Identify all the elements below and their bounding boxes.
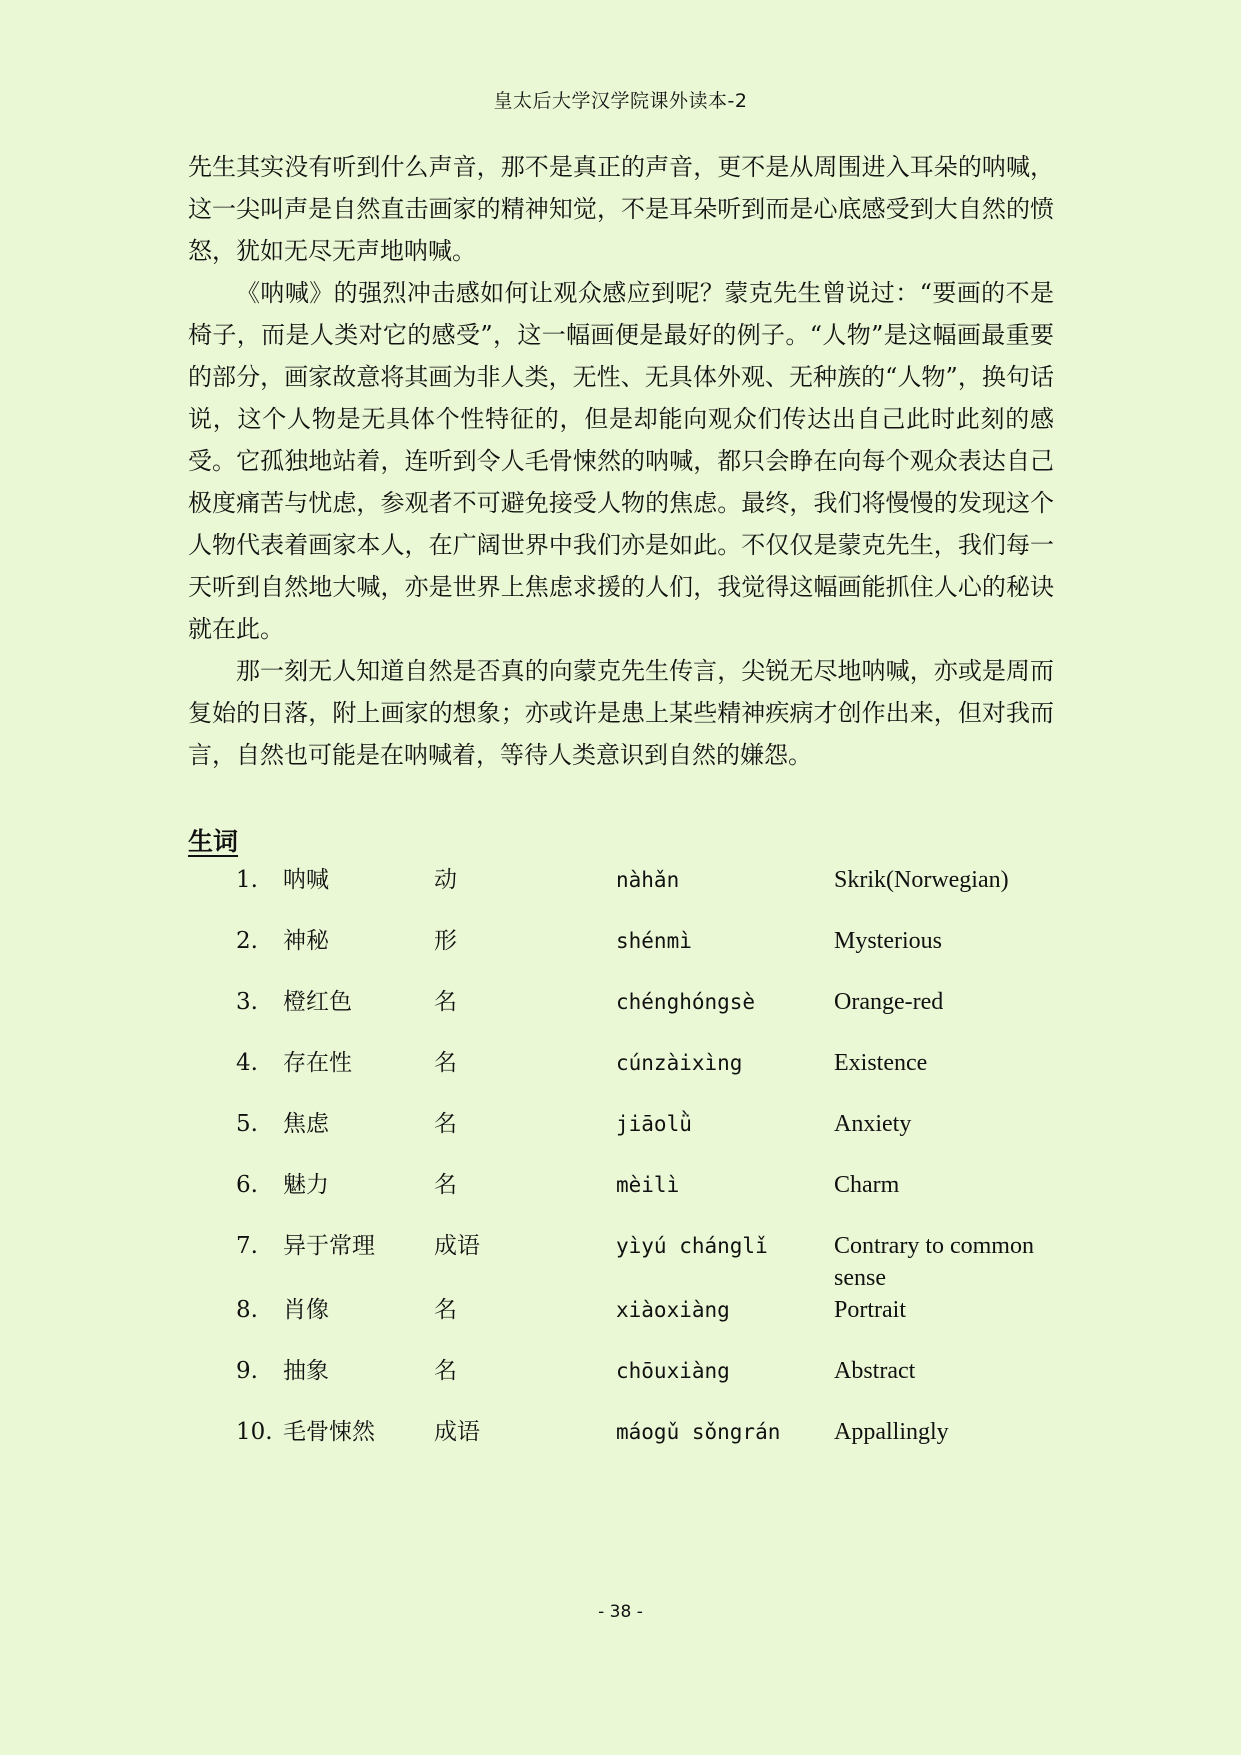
vocab-english: Appallingly <box>834 1419 949 1445</box>
vocab-part-of-speech: 动 <box>434 867 457 893</box>
vocab-part-of-speech: 成语 <box>434 1419 480 1445</box>
vocab-row <box>236 1047 1076 1108</box>
article-body <box>188 146 1054 776</box>
vocab-english: Skrik(Norwegian) <box>834 867 1009 893</box>
vocab-english: Portrait <box>834 1297 906 1323</box>
vocab-number: 2. <box>236 928 258 954</box>
vocab-english: Anxiety <box>834 1111 912 1137</box>
vocab-number: 3. <box>236 989 258 1015</box>
vocab-row <box>236 1416 1076 1477</box>
vocab-english: Charm <box>834 1172 900 1198</box>
vocab-pinyin: chénghóngsè <box>616 990 756 1014</box>
vocab-pinyin: jiāolǜ <box>616 1112 692 1136</box>
vocab-list <box>236 864 1076 1477</box>
vocab-word: 呐喊 <box>283 867 329 893</box>
vocab-number: 6. <box>236 1172 258 1198</box>
vocab-pinyin: máogǔ sǒngrán <box>616 1420 781 1444</box>
vocab-row <box>236 1108 1076 1169</box>
vocab-word: 毛骨悚然 <box>283 1419 375 1445</box>
vocab-part-of-speech: 名 <box>434 1111 457 1137</box>
page-header: 皇太后大学汉学院课外读本-2 <box>493 90 748 112</box>
vocab-pinyin: shénmì <box>616 929 692 953</box>
vocab-pinyin: mèilì <box>616 1173 680 1197</box>
vocab-part-of-speech: 成语 <box>434 1233 480 1259</box>
vocab-word: 肖像 <box>283 1297 329 1323</box>
vocab-row <box>236 864 1076 925</box>
vocab-pinyin: yìyú chánglǐ <box>616 1234 768 1258</box>
paragraph: 那一刻无人知道自然是否真的向蒙克先生传言，尖锐无尽地呐喊，亦或是周而复始的日落，附上画家的想象；亦或许是患上某些精神疾病才创作出来，但对我而言，自然也可能是在呐喊着，等待人类意识到自然的嫌怨。 <box>188 657 1054 769</box>
vocab-pinyin: cúnzàixìng <box>616 1051 743 1075</box>
paragraph: 《呐喊》的强烈冲击感如何让观众感应到呢？蒙克先生曾说过：“要画的不是椅子，而是人类对它的感受”，这一幅画便是最好的例子。“人物”是这幅画最重要的部分，画家故意将其画为非人类，无性、无具体外观、无种族的“人物”，换句话说，这个人物是无具体个性特征的，但是却能向观众们传达出自己此时此刻的感受。它孤独地站着，连听到令人毛骨悚然的呐喊，都只会睁在向每个观众表达自己极度痛苦与忧虑，参观者不可避免接受人物的焦虑。最终，我们将慢慢的发现这个人物代表着画家本人，在广阔世界中我们亦是如此。不仅仅是蒙克先生，我们每一天听到自然地大喊，亦是世界上焦虑求援的人们，我觉得这幅画能抓住人心的秘诀就在此。 <box>188 279 1054 643</box>
vocab-part-of-speech: 名 <box>434 1172 457 1198</box>
vocab-title: 生词 <box>188 827 239 856</box>
vocab-english: Existence <box>834 1050 928 1076</box>
vocab-number: 5. <box>236 1111 258 1137</box>
vocab-english: Mysterious <box>834 928 942 954</box>
vocab-pinyin: nàhǎn <box>616 868 680 892</box>
vocab-pinyin: chōuxiàng <box>616 1359 730 1383</box>
vocab-number: 9. <box>236 1358 258 1384</box>
vocab-number: 7. <box>236 1233 258 1259</box>
vocab-number: 10. <box>236 1419 273 1445</box>
vocab-number: 4. <box>236 1050 258 1076</box>
vocab-part-of-speech: 名 <box>434 1297 457 1323</box>
vocab-part-of-speech: 名 <box>434 989 457 1015</box>
vocab-number: 8. <box>236 1297 258 1323</box>
vocab-english: Orange-red <box>834 989 944 1015</box>
vocab-row <box>236 1355 1076 1416</box>
vocab-part-of-speech: 名 <box>434 1050 457 1076</box>
vocab-word: 焦虑 <box>283 1111 329 1137</box>
vocab-row <box>236 1230 1076 1294</box>
vocab-english: Abstract <box>834 1358 916 1384</box>
vocab-english: Contrary to common sense <box>834 1233 1034 1291</box>
vocab-number: 1. <box>236 867 258 893</box>
vocab-pinyin: xiàoxiàng <box>616 1298 730 1322</box>
paragraph: 先生其实没有听到什么声音，那不是真正的声音，更不是从周围进入耳朵的呐喊，这一尖叫声是自然直击画家的精神知觉，不是耳朵听到而是心底感受到大自然的愤怒，犹如无尽无声地呐喊。 <box>188 153 1054 265</box>
vocab-part-of-speech: 名 <box>434 1358 457 1384</box>
vocab-word: 魅力 <box>283 1172 329 1198</box>
vocab-word: 神秘 <box>283 928 329 954</box>
vocab-word: 存在性 <box>283 1050 352 1076</box>
vocab-part-of-speech: 形 <box>434 928 457 954</box>
vocab-word: 异于常理 <box>283 1233 375 1259</box>
vocab-word: 抽象 <box>283 1358 329 1384</box>
vocab-row <box>236 925 1076 986</box>
vocab-row <box>236 986 1076 1047</box>
vocab-word: 橙红色 <box>283 989 352 1015</box>
vocab-row <box>236 1294 1076 1355</box>
page-number: - 38 - <box>598 1602 643 1622</box>
vocab-row <box>236 1169 1076 1230</box>
